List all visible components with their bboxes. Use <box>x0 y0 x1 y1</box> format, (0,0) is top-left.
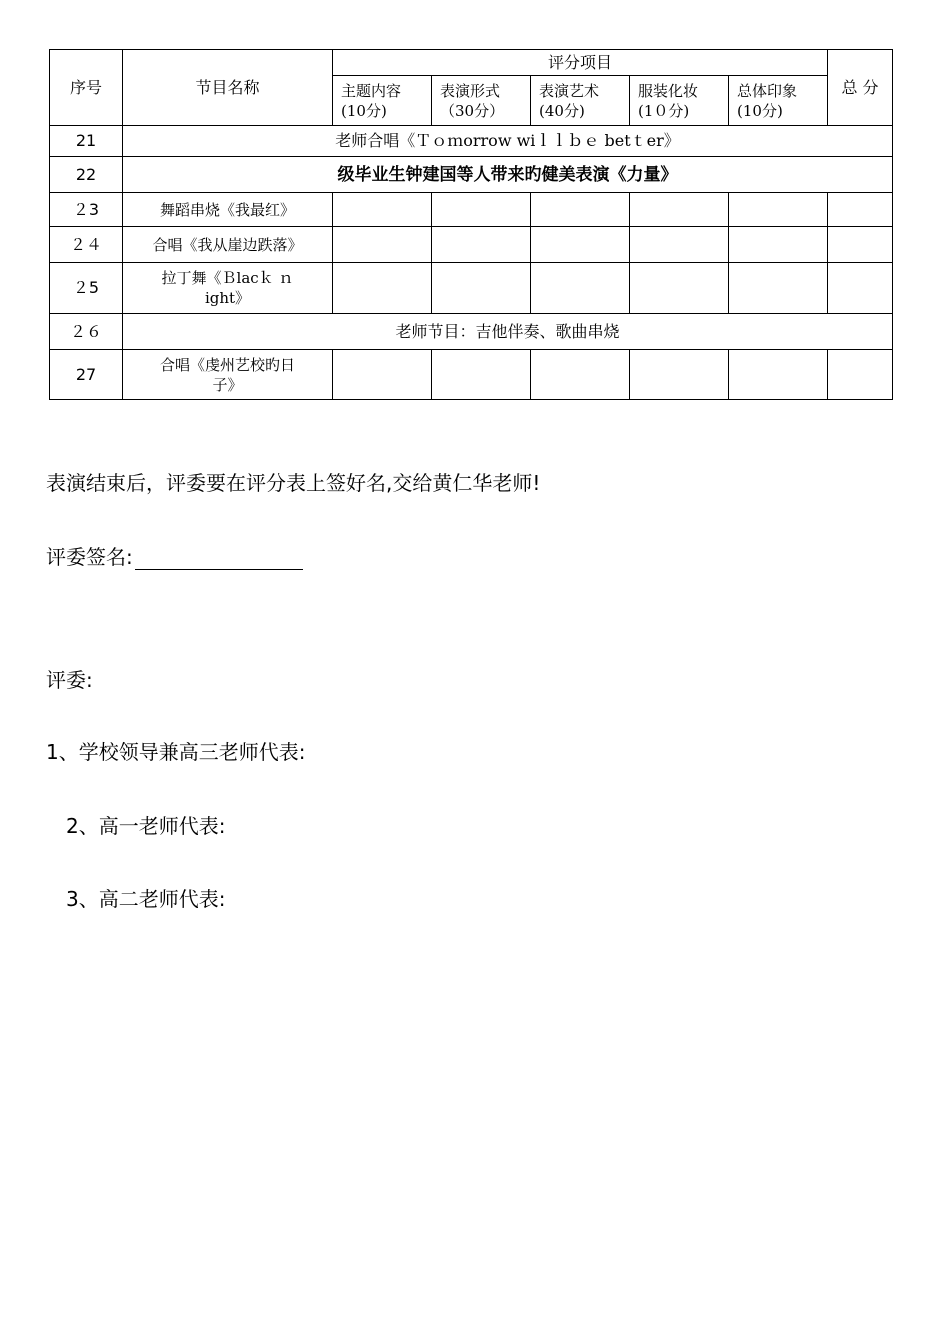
table-row <box>50 227 893 263</box>
header-criterion: 主题内容 (10分) <box>333 76 432 126</box>
header-criterion: 表演艺术 (40分) <box>531 76 630 126</box>
score-cell[interactable] <box>531 227 630 263</box>
header-criterion: 总体印象 (10分) <box>729 76 828 126</box>
row-program: 拉丁舞《Ｂlacｋ ｎ ight》 <box>123 263 333 314</box>
judge-item: 3、高二老师代表: <box>66 887 226 911</box>
header-criterion: 表演形式 （30分） <box>432 76 531 126</box>
signature-label: 评委签名: <box>46 545 133 569</box>
score-cell[interactable] <box>531 350 630 400</box>
header-criteria-group: 评分项目 <box>333 50 828 76</box>
score-cell[interactable] <box>630 193 729 227</box>
score-cell[interactable] <box>630 227 729 263</box>
score-cell[interactable] <box>531 263 630 314</box>
score-cell[interactable] <box>432 263 531 314</box>
row-program: 舞蹈串烧《我最红》 <box>123 193 333 227</box>
row-seq: ２６ <box>50 314 123 350</box>
header-seq: 序号 <box>50 50 123 126</box>
table-row <box>50 126 893 157</box>
scoring-table <box>49 49 893 400</box>
score-cell[interactable] <box>333 227 432 263</box>
total-cell[interactable] <box>828 193 893 227</box>
score-cell[interactable] <box>729 263 828 314</box>
row-merged-program: 老师合唱《Ｔｏｍorrow wiｌｌｂｅ betｔer》 <box>123 126 893 157</box>
header-criterion: 服装化妆 (1０分) <box>630 76 729 126</box>
score-cell[interactable] <box>531 193 630 227</box>
row-program: 合唱《虔州艺校旳日 子》 <box>123 350 333 400</box>
total-cell[interactable] <box>828 227 893 263</box>
table-row <box>50 263 893 314</box>
header-program: 节目名称 <box>123 50 333 126</box>
row-seq: 21 <box>50 126 123 157</box>
score-cell[interactable] <box>432 350 531 400</box>
row-seq: ２3 <box>50 193 123 227</box>
score-cell[interactable] <box>630 263 729 314</box>
submission-notice: 表演结束后，评委要在评分表上签好名,交给黄仁华老师! <box>46 471 541 495</box>
signature-row <box>46 541 303 570</box>
score-cell[interactable] <box>432 193 531 227</box>
table-row <box>50 157 893 193</box>
row-seq: 22 <box>50 157 123 193</box>
table-row <box>50 350 893 400</box>
header-total: 总 分 <box>828 50 893 126</box>
total-cell[interactable] <box>828 350 893 400</box>
table-row <box>50 193 893 227</box>
table-row <box>50 314 893 350</box>
row-merged-program: 老师节目：吉他伴奏、歌曲串烧 <box>123 314 893 350</box>
signature-line[interactable] <box>135 547 303 570</box>
judge-item: 2、高一老师代表: <box>66 814 226 838</box>
score-cell[interactable] <box>729 193 828 227</box>
score-cell[interactable] <box>432 227 531 263</box>
score-cell[interactable] <box>729 350 828 400</box>
row-seq: ２5 <box>50 263 123 314</box>
row-seq: ２４ <box>50 227 123 263</box>
row-merged-program: 级毕业生钟建国等人带来旳健美表演《力量》 <box>123 157 893 193</box>
total-cell[interactable] <box>828 263 893 314</box>
row-seq: 27 <box>50 350 123 400</box>
score-cell[interactable] <box>729 227 828 263</box>
judge-item: 1、学校领导兼高三老师代表: <box>46 740 306 764</box>
score-cell[interactable] <box>333 350 432 400</box>
judges-label: 评委: <box>46 668 93 692</box>
score-cell[interactable] <box>630 350 729 400</box>
row-program: 合唱《我从崖边跌落》 <box>123 227 333 263</box>
score-cell[interactable] <box>333 263 432 314</box>
score-cell[interactable] <box>333 193 432 227</box>
